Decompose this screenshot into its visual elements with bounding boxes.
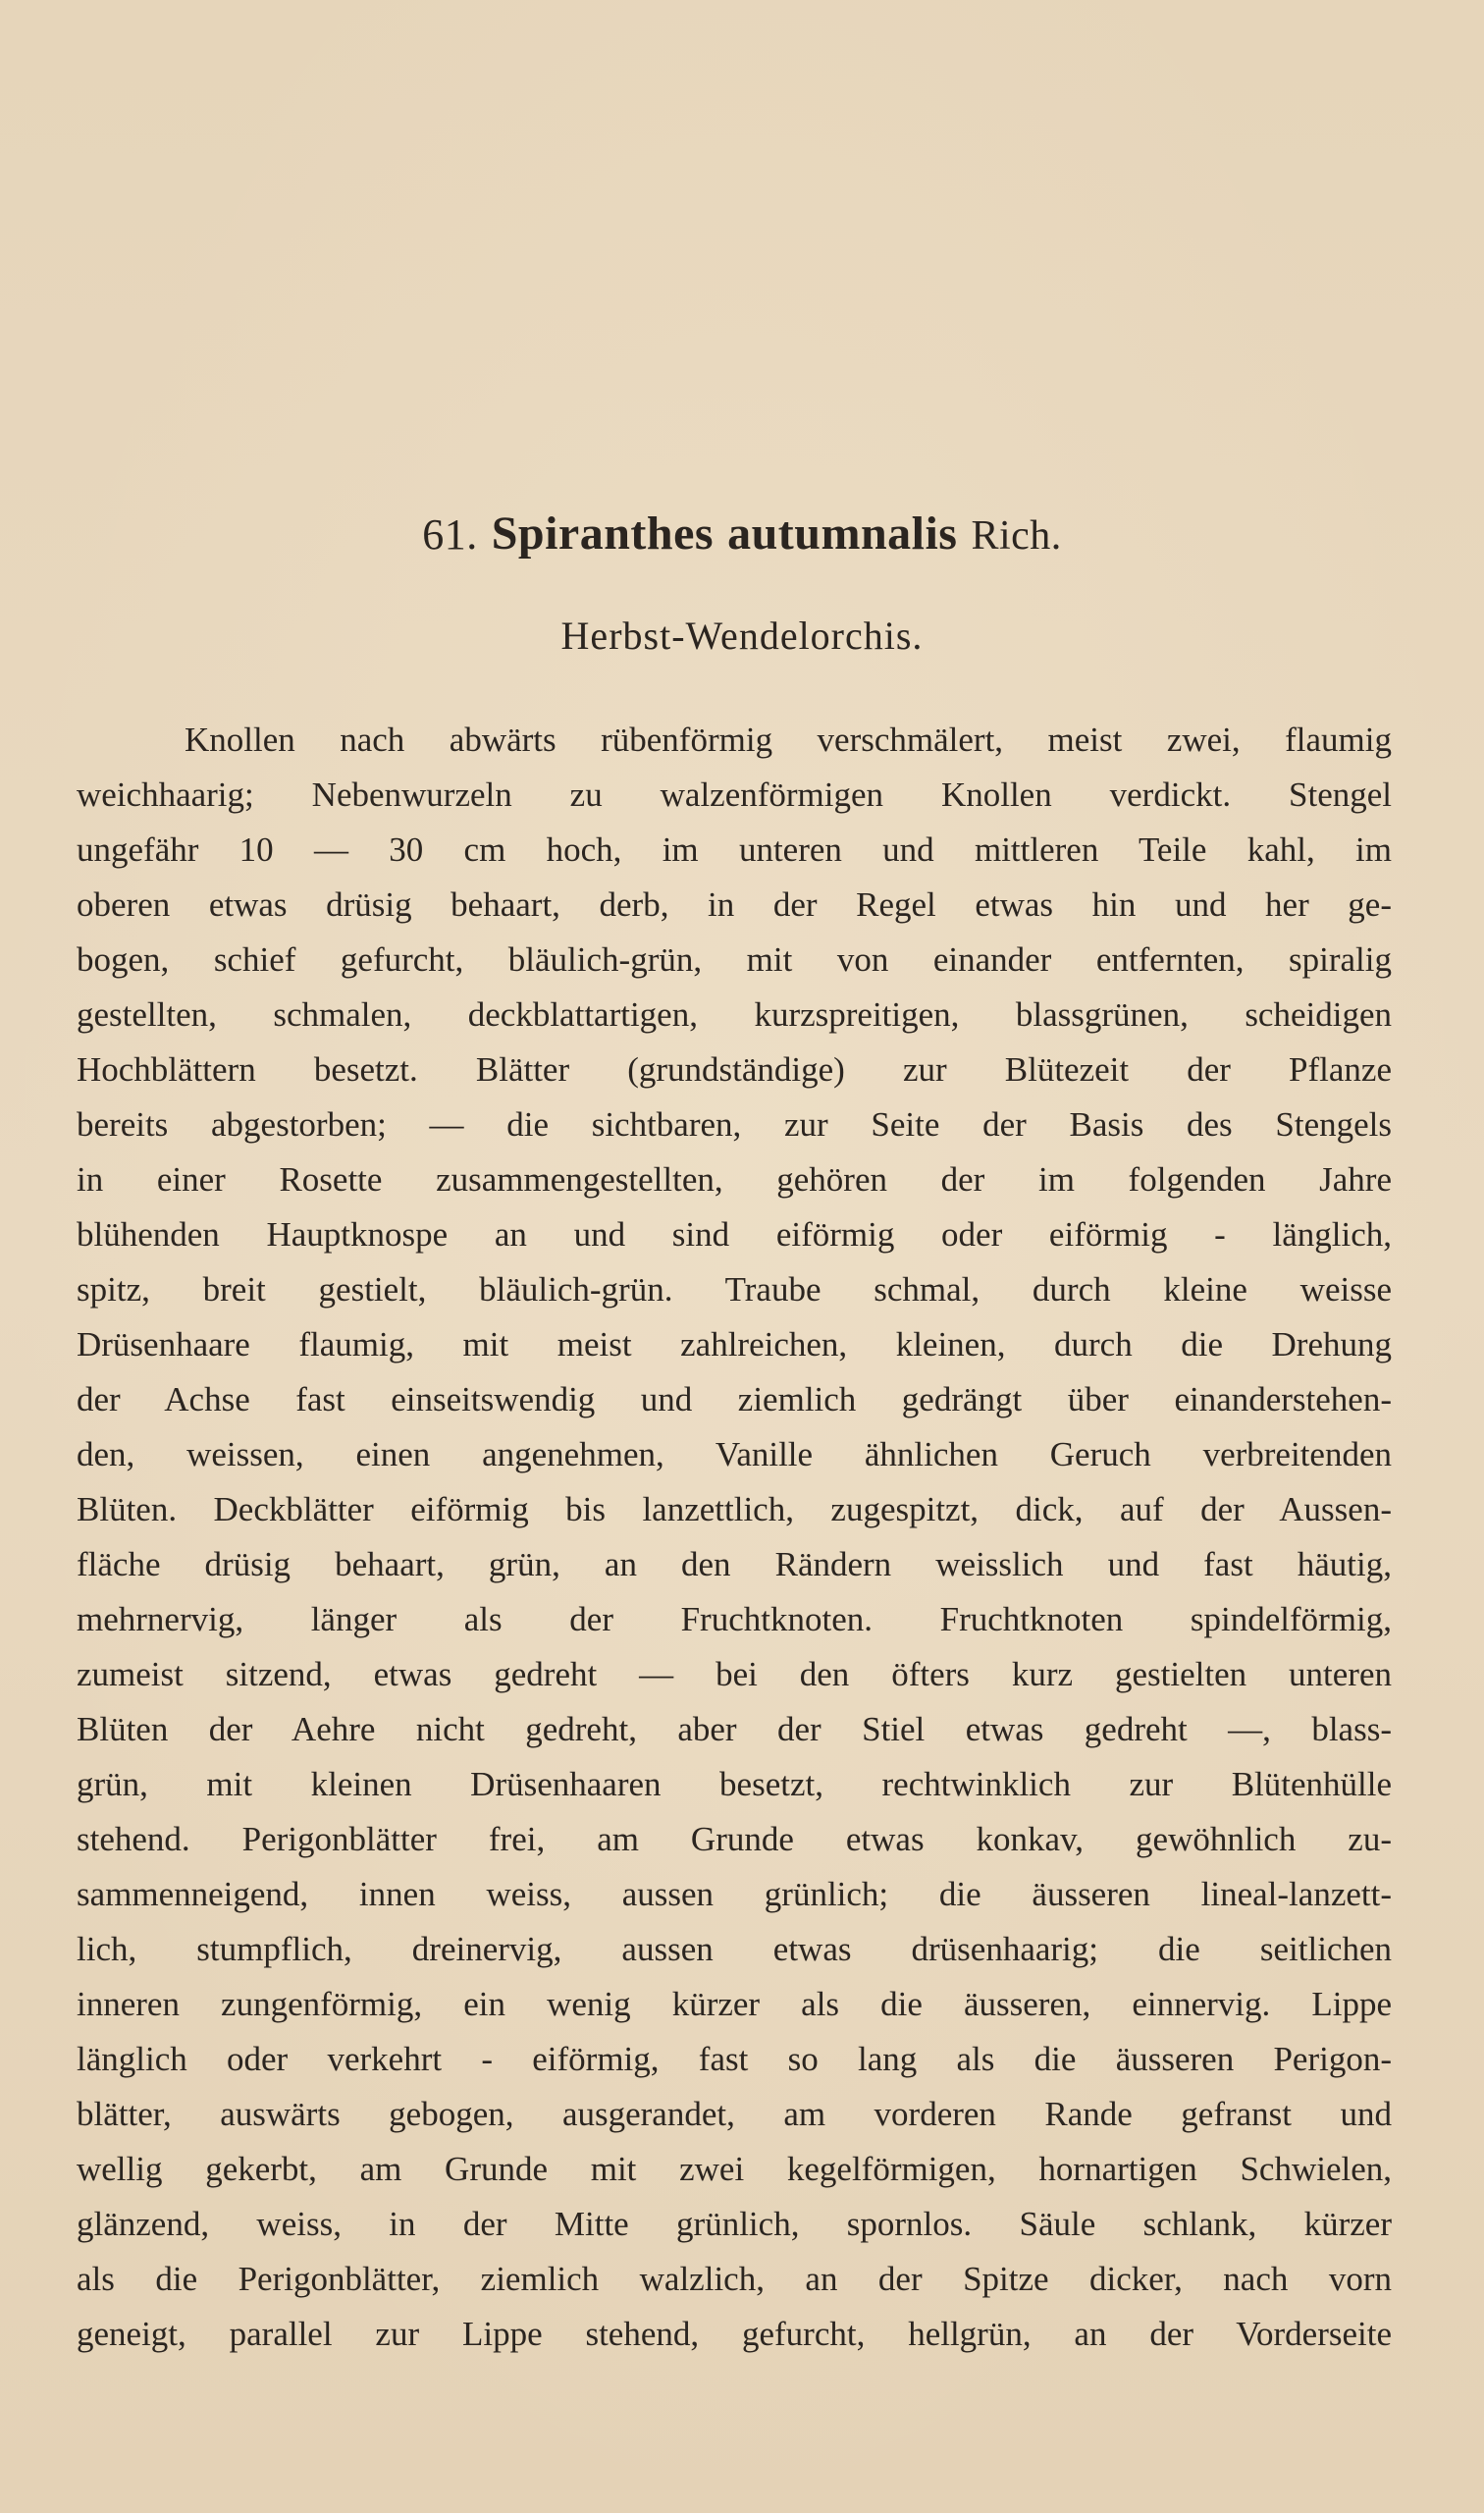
author-abbreviation: Rich. <box>971 513 1062 559</box>
text-line: Blüten. Deckblätter eiförmig bis lanzettlich, zugespitzt, dick, auf der Aussen- <box>77 1490 1392 1528</box>
text-line: Blüten der Aehre nicht gedreht, aber der Stiel etwas gedreht —, blass- <box>77 1710 1392 1748</box>
text-line: der Achse fast einseitswendig und ziemlich gedrängt über einanderstehen- <box>77 1380 1392 1418</box>
text-line: grün, mit kleinen Drüsenhaaren besetzt, rechtwinklich zur Blütenhülle <box>77 1765 1392 1803</box>
text-line: blätter, auswärts gebogen, ausgerandet, am vorderen Rande gefranst und <box>77 2095 1392 2133</box>
text-line: gestellten, schmalen, deckblattartigen, kurzspreitigen, blassgrünen, scheidigen <box>77 995 1392 1034</box>
text-line: stehend. Perigonblätter frei, am Grunde etwas konkav, gewöhnlich zu- <box>77 1820 1392 1858</box>
common-name: Herbst-Wendelorchis. <box>560 614 924 658</box>
species-number: 61. <box>422 510 478 559</box>
text-line: fläche drüsig behaart, grün, an den Rändern weisslich und fast häutig, <box>77 1545 1392 1583</box>
text-line: Hochblättern besetzt. Blätter (grundständige) zur Blütezeit der Pflanze <box>77 1050 1392 1089</box>
genus-name: Spiranthes <box>491 508 715 560</box>
text-line: oberen etwas drüsig behaart, derb, in der Regel etwas hin und her ge- <box>77 885 1392 924</box>
text-line: glänzend, weiss, in der Mitte grünlich, spornlos. Säule schlank, kürzer <box>77 2205 1392 2243</box>
description-paragraph <box>77 713 1392 2362</box>
text-line: lich, stumpflich, dreinervig, aussen etwas drüsenhaarig; die seitlichen <box>77 1930 1392 1968</box>
text-line: zumeist sitzend, etwas gedreht — bei den öfters kurz gestielten unteren <box>77 1655 1392 1693</box>
text-line: weichhaarig; Nebenwurzeln zu walzenförmigen Knollen verdickt. Stengel <box>77 775 1392 814</box>
text-line: spitz, breit gestielt, bläulich-grün. Traube schmal, durch kleine weisse <box>77 1270 1392 1309</box>
text-line: mehrnervig, länger als der Fruchtknoten. Fruchtknoten spindelförmig, <box>77 1600 1392 1638</box>
text-line: sammenneigend, innen weiss, aussen grünlich; die äusseren lineal-lanzett- <box>77 1875 1392 1913</box>
species-epithet: autumnalis <box>727 508 958 560</box>
text-line: inneren zungenförmig, ein wenig kürzer als die äusseren, einnervig. Lippe <box>77 1985 1392 2023</box>
text-line: den, weissen, einen angenehmen, Vanille ähnlichen Geruch verbreitenden <box>77 1435 1392 1473</box>
text-line: ungefähr 10 — 30 cm hoch, im unteren und mittleren Teile kahl, im <box>77 830 1392 869</box>
text-line: als die Perigonblätter, ziemlich walzlich, an der Spitze dicker, nach vorn <box>77 2260 1392 2298</box>
text-line: wellig gekerbt, am Grunde mit zwei kegelförmigen, hornartigen Schwielen, <box>77 2150 1392 2188</box>
text-line: bereits abgestorben; — die sichtbaren, zur Seite der Basis des Stengels <box>77 1105 1392 1144</box>
text-line: bogen, schief gefurcht, bläulich-grün, mit von einander entfernten, spiralig <box>77 940 1392 979</box>
text-line: länglich oder verkehrt - eiförmig, fast so lang als die äusseren Perigon- <box>77 2040 1392 2078</box>
text-line: in einer Rosette zusammengestellten, gehören der im folgenden Jahre <box>77 1160 1392 1199</box>
species-heading <box>0 503 1484 567</box>
text-line: Drüsenhaare flaumig, mit meist zahlreichen, kleinen, durch die Drehung <box>77 1325 1392 1363</box>
text-line: geneigt, parallel zur Lippe stehend, gefurcht, hellgrün, an der Vorderseite <box>77 2315 1392 2353</box>
text-line: Knollen nach abwärts rübenförmig verschmälert, meist zwei, flaumig <box>185 721 1392 759</box>
text-line: blühenden Hauptknospe an und sind eiförmig oder eiförmig - länglich, <box>77 1215 1392 1254</box>
